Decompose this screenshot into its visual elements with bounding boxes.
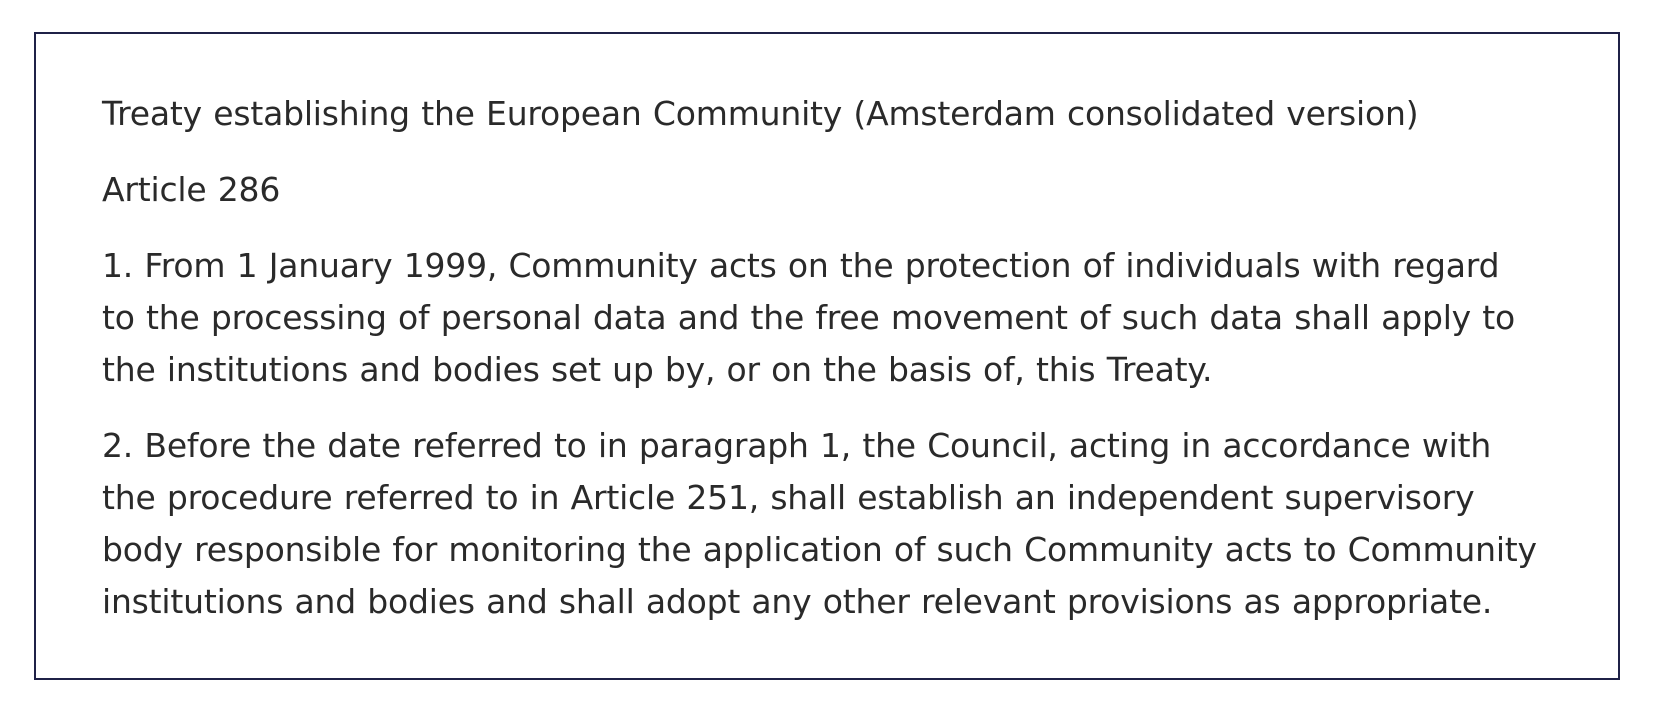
document-frame: [34, 32, 1620, 680]
paragraph-1: 1. From 1 January 1999, Community acts on the protection of individuals with regard to the processing of personal data and the free movement of such data shall apply to the institutions and bodies set up by, or on the basis of, this Treaty.: [102, 246, 1516, 389]
document-body: [102, 88, 1552, 652]
article-heading: Article 286: [102, 170, 281, 209]
paragraph-2: 2. Before the date referred to in paragraph 1, the Council, acting in accordance with the procedure referred to in Article 251, shall establish an independent supervisory body responsible for monitoring the application of such Community acts to Community institutions and bodies and shall adopt any other relevant provisions as appropriate.: [102, 426, 1537, 621]
document-title: Treaty establishing the European Community (Amsterdam consolidated version): [102, 94, 1419, 133]
